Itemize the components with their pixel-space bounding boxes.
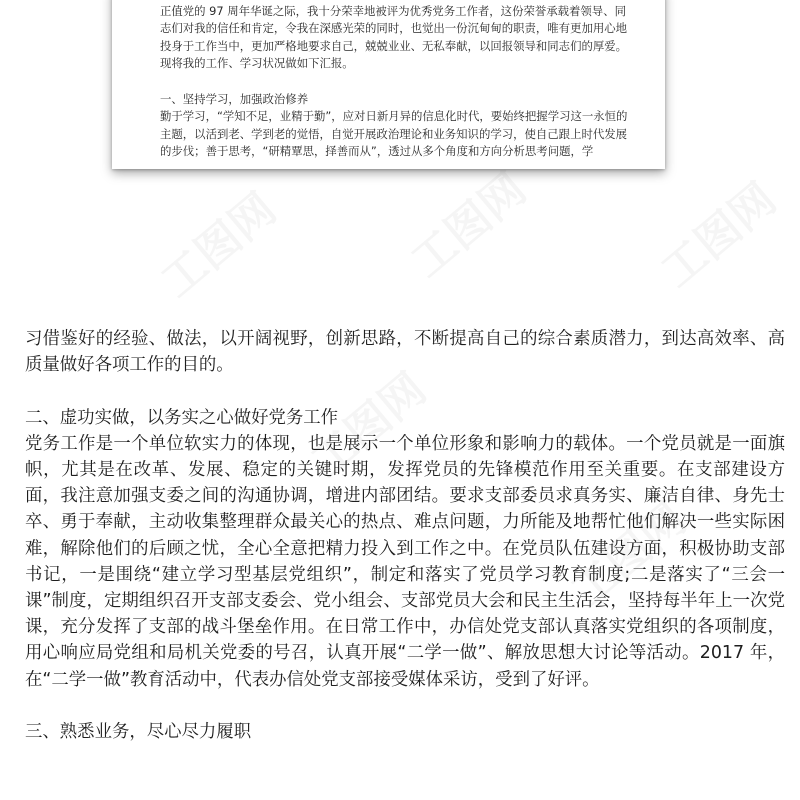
section2-title: 二、虚功实做，以务实之心做好党务工作 [25,407,339,428]
document-preview-card [112,0,665,169]
watermark: 工图网 [401,163,536,288]
document-body [25,326,785,745]
section3-title: 三、熟悉业务，尽心尽力履职 [25,722,252,743]
paragraph-continuation: 习借鉴好的经验、做法，以开阔视野，创新思路，不断提高自己的综合素质潜力，到达高效率、高质量做好各项工作的目的。 [25,329,785,376]
preview-section1-title: 一、坚持学习，加强政治修养 [160,91,309,106]
watermark: 工图网 [561,493,696,618]
watermark: 工图网 [301,363,436,488]
preview-section1-body: 勤于学习，“学知不足，业精于勤”，应对日新月异的信息化时代，要始终把握学习这一永恒的主题，以活到老、学到老的觉悟，自觉开展政治理论和业务知识的学习，使自己跟上时代发展的步伐；善于思考，“研精覃思，择善而从”，透过从多个角度和方向分析思考问题，学 [160,109,628,159]
preview-intro: 正值党的 97 周年华诞之际，我十分荣幸地被评为优秀党务工作者，这份荣誉承载着领导、同志们对我的信任和肯定，令我在深感光荣的同时，也觉出一份沉甸甸的职责，唯有更加用心地投身于工作当中，更加严格地要求自己，兢兢业业、无私奉献，以回报领导和同志们的厚爱。现将我的工作、学习状况做如下汇报。 [160,3,628,71]
watermark: 工图网 [651,173,786,298]
watermark: 工图网 [151,183,286,308]
preview-content [160,0,630,161]
section2-body: 党务工作是一个单位软实力的体现，也是展示一个单位形象和影响力的载体。一个党员就是一面旗帜，尤其是在改革、发展、稳定的关键时期，发挥党员的先锋模范作用至关重要。在支部建设方面，我注意加强支委之间的沟通协调，增进内部团结。要求支部委员求真务实、廉洁自律、身先士卒、勇于奉献，主动收集整理群众最关心的热点、难点问题，力所能及地帮忙他们解决一些实际困难，解除他们的后顾之忧，全心全意把精力投入到工作之中。在党员队伍建设方面，积极协助支部书记，一是围绕“建立学习型基层党组织”，制定和落实了党员学习教育制度;二是落实了“三会一课”制度，定期组织召开支部支委会、党小组会、支部党员大会和民主生活会，坚持每半年上一次党课，充分发挥了支部的战斗堡垒作用。在日常工作中，办信处党支部认真落实党组织的各项制度，用心响应局党组和局机关党委的号召，认真开展“二学一做”、解放思想大讨论等活动。2017 年，在“二学一做”教育活动中，代表办信处党支部接受媒体采访，受到了好评。 [25,433,785,690]
